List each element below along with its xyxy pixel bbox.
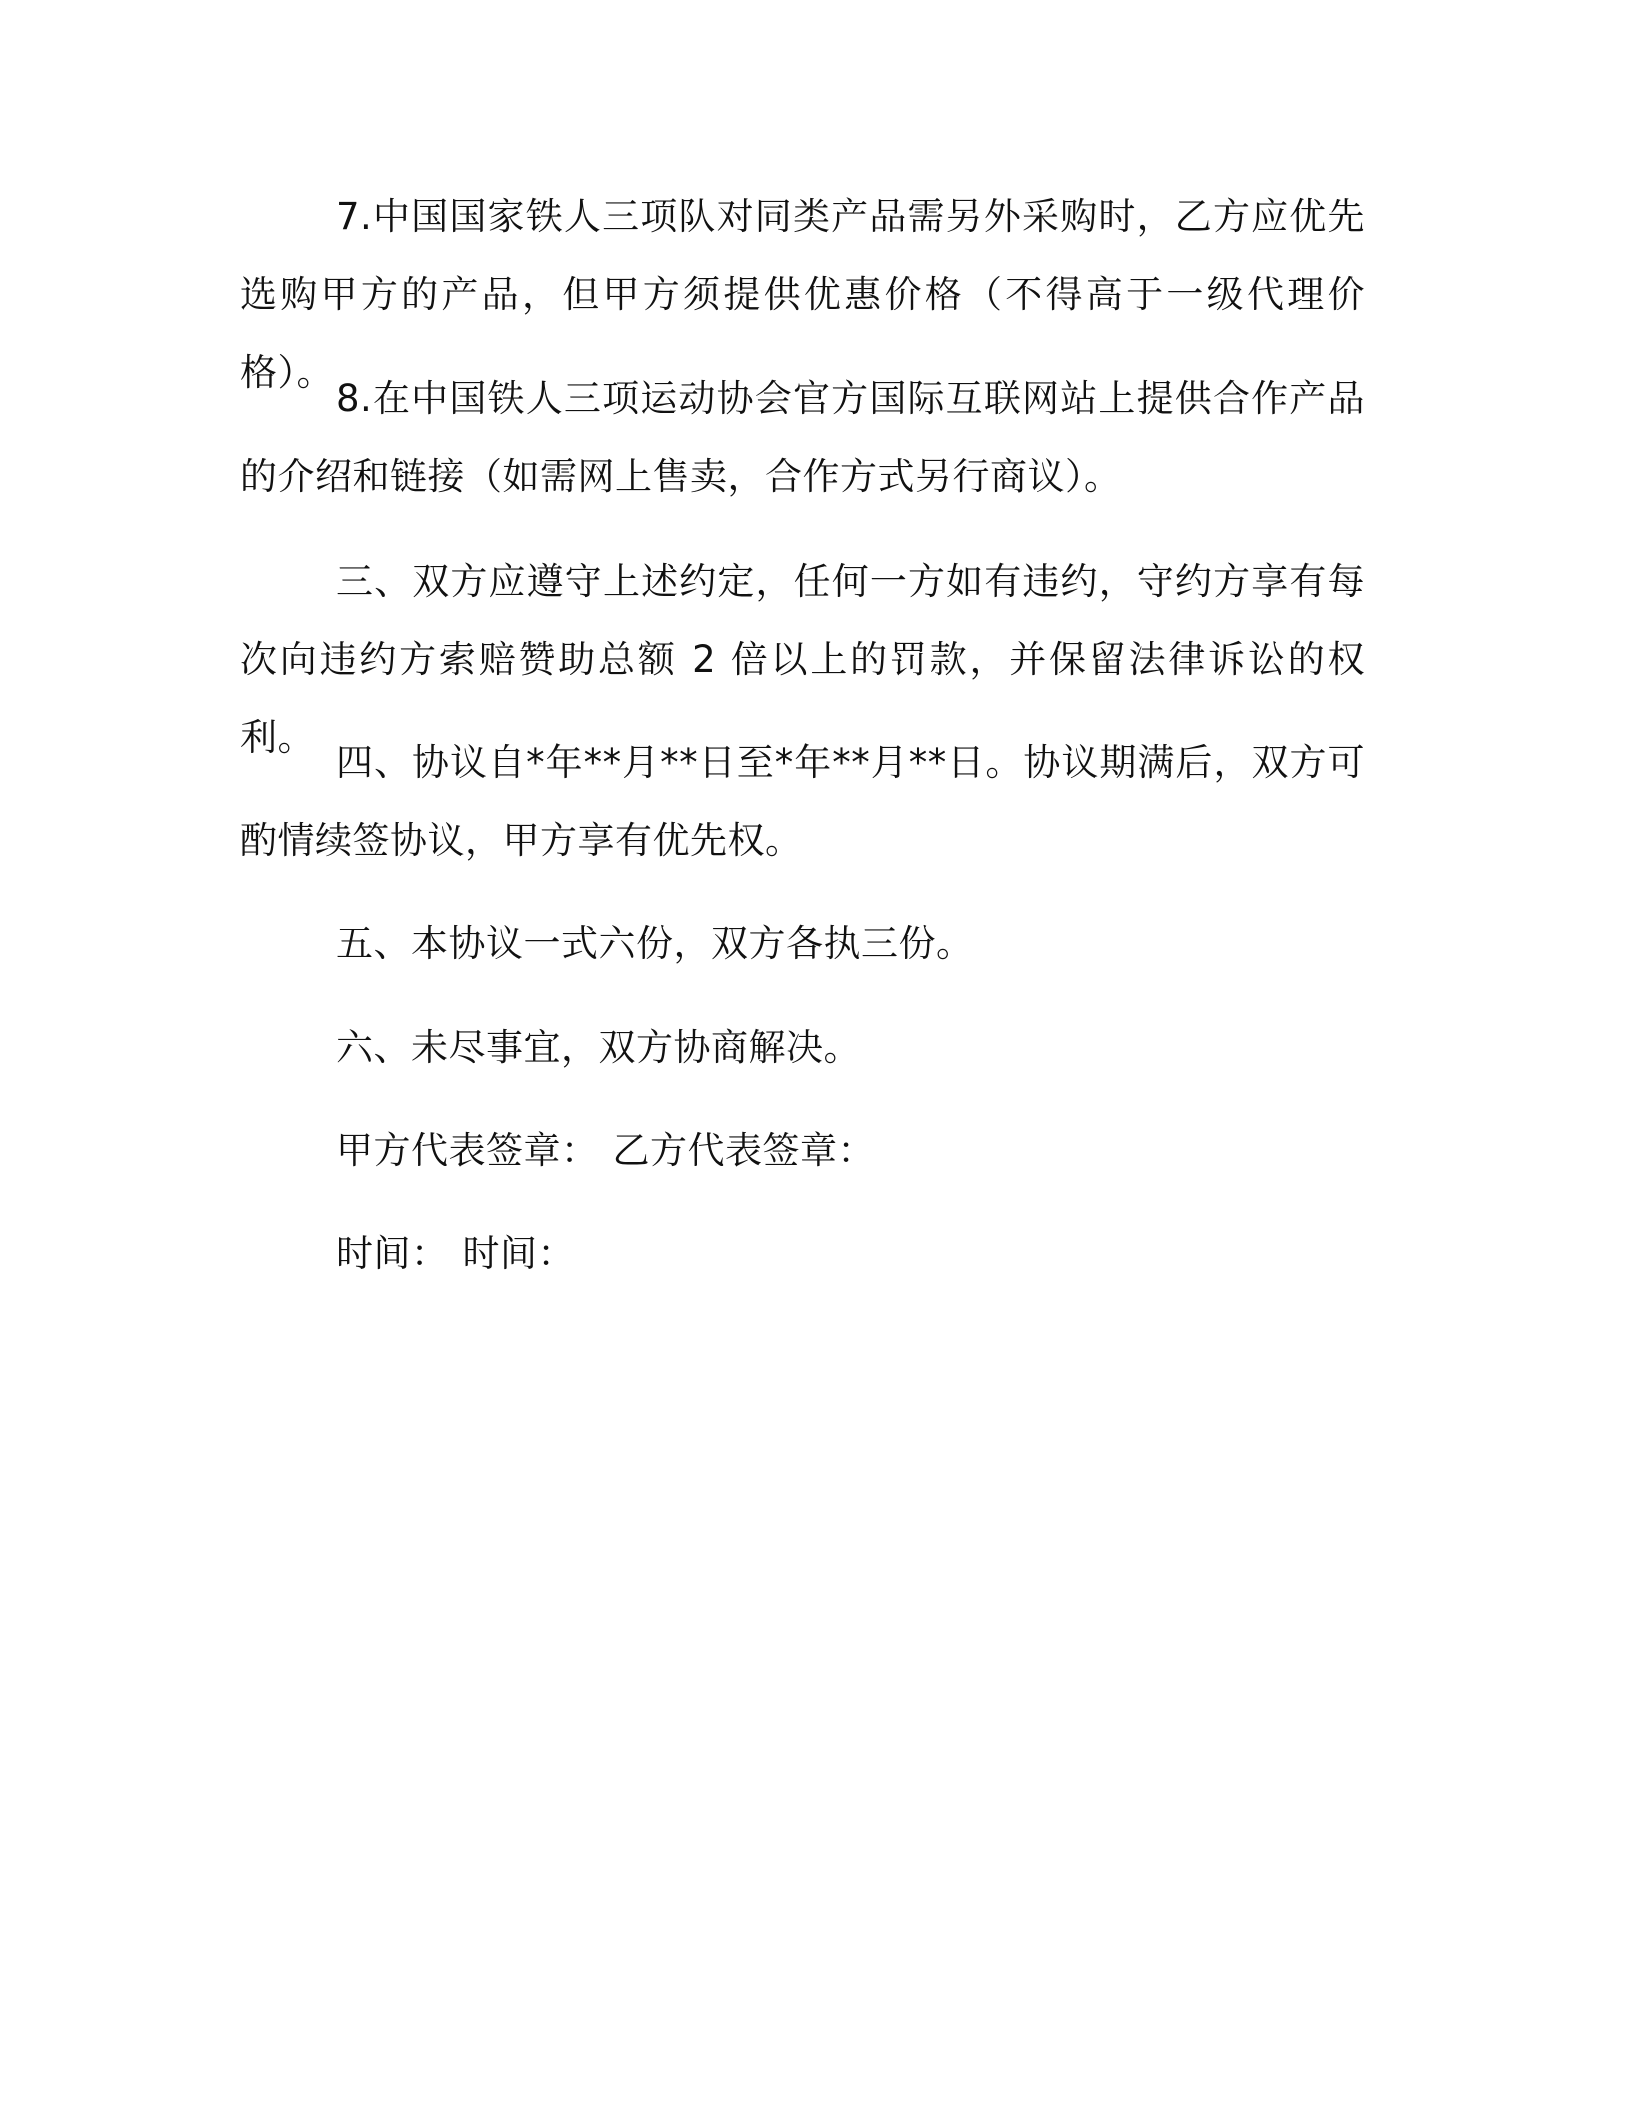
section-6-paragraph: 六、未尽事宜，双方协商解决。 — [336, 1026, 861, 1069]
section-5-paragraph: 五、本协议一式六份，双方各执三份。 — [336, 922, 974, 965]
party-a-date-label: 时间： — [336, 1232, 449, 1275]
section-4-paragraph: 四、协议自*年**月**日至*年**月**日。协议期满后，双方可酌情续签协议，甲方享有优先权。 — [240, 741, 1365, 862]
signature-line — [336, 1112, 875, 1190]
party-b-signature-label: 乙方代表签章： — [612, 1129, 875, 1172]
party-a-signature-label: 甲方代表签章： — [336, 1129, 599, 1172]
party-b-date-label: 时间： — [462, 1232, 575, 1275]
section-3-paragraph: 三、双方应遵守上述约定，任何一方如有违约，守约方享有每次向违约方索赔赞助总额 2 倍以上的罚款，并保留法律诉讼的权利。 — [240, 560, 1365, 759]
clause-7-paragraph: 7.中国国家铁人三项队对同类产品需另外采购时，乙方应优先选购甲方的产品，但甲方须提供优惠价格（不得高于一级代理价格）。 — [240, 195, 1365, 394]
clause-8-paragraph: 8.在中国铁人三项运动协会官方国际互联网站上提供合作产品的介绍和链接（如需网上售卖，合作方式另行商议）。 — [240, 377, 1365, 498]
date-line — [336, 1215, 575, 1293]
